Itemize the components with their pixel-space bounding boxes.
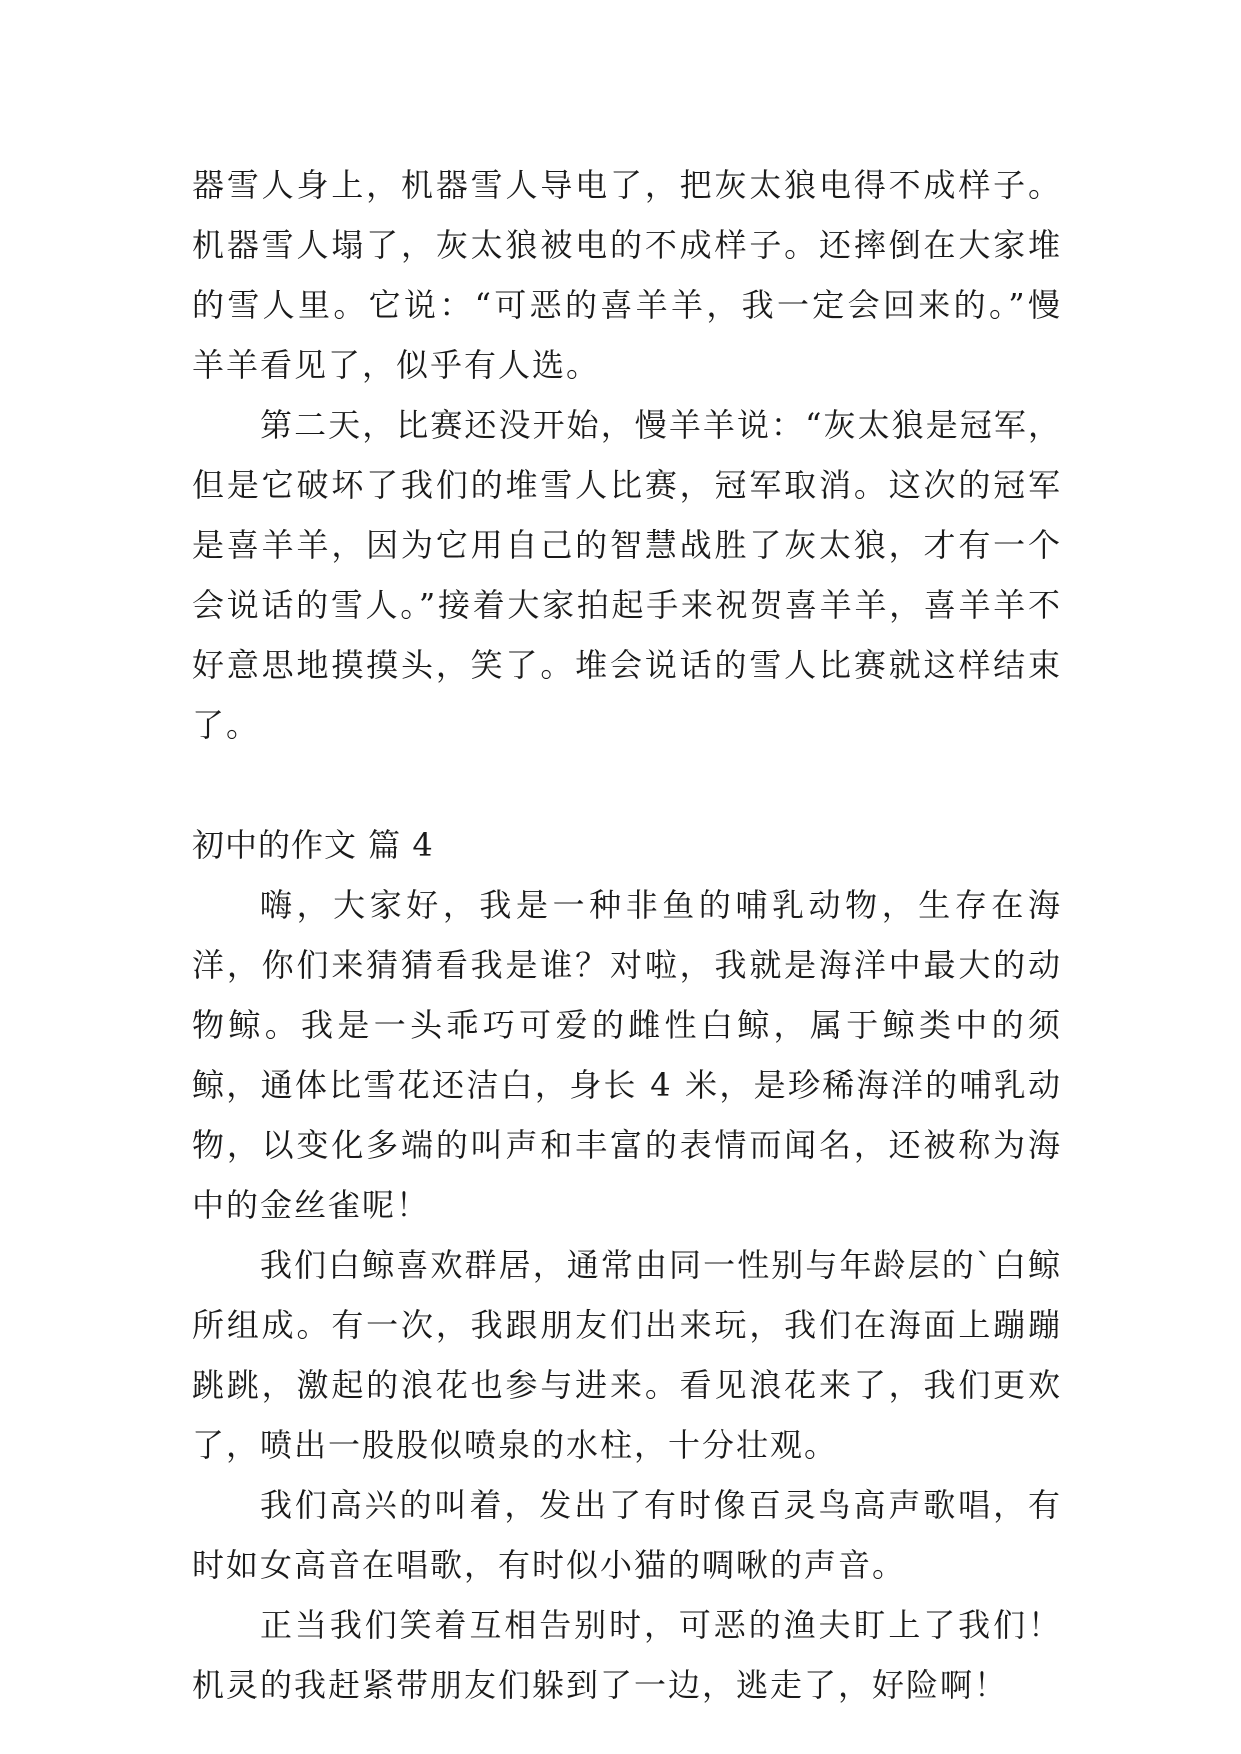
paragraph-escape: 正当我们笑着互相告别时，可恶的渔夫盯上了我们！机灵的我赶紧带朋友们躲到了一边，逃走了，好险啊！ [192, 1606, 1062, 1704]
paragraph-singing: 我们高兴的叫着，发出了有时像百灵鸟高声歌唱，有时如女高音在唱歌，有时似小猫的啁啾的声音。 [192, 1486, 1062, 1584]
paragraph-intro-whale: 嗨，大家好，我是一种非鱼的哺乳动物，生存在海洋，你们来猜猜看我是谁？对啦，我就是海洋中最大的动物鲸。我是一头乖巧可爱的雌性白鲸，属于鲸类中的须鲸，通体比雪花还洁白，身长 4 米，是珍稀海洋的哺乳动物，以变化多端的叫声和丰富的表情而闻名，还被称为海中的金丝雀呢！ [192, 886, 1062, 1224]
paragraph-second-day: 第二天，比赛还没开始，慢羊羊说：“灰太狼是冠军，但是它破坏了我们的堆雪人比赛，冠军取消。这次的冠军是喜羊羊，因为它用自己的智慧战胜了灰太狼，才有一个会说话的雪人。”接着大家拍起手来祝贺喜羊羊，喜羊羊不好意思地摸摸头，笑了。堆会说话的雪人比赛就这样结束了。 [192, 406, 1062, 744]
paragraph-group-life: 我们白鲸喜欢群居，通常由同一性别与年龄层的`白鲸所组成。有一次，我跟朋友们出来玩，我们在海面上蹦蹦跳跳，激起的浪花也参与进来。看见浪花来了，我们更欢了，喷出一股股似喷泉的水柱，十分壮观。 [192, 1246, 1062, 1464]
section-heading: 初中的作文 篇 4 [192, 826, 434, 864]
paragraph-continuation: 器雪人身上，机器雪人导电了，把灰太狼电得不成样子。机器雪人塌了，灰太狼被电的不成样子。还摔倒在大家堆的雪人里。它说：“可恶的喜羊羊，我一定会回来的。”慢羊羊看见了，似乎有人选。 [192, 166, 1062, 384]
document-body [192, 155, 1062, 1715]
